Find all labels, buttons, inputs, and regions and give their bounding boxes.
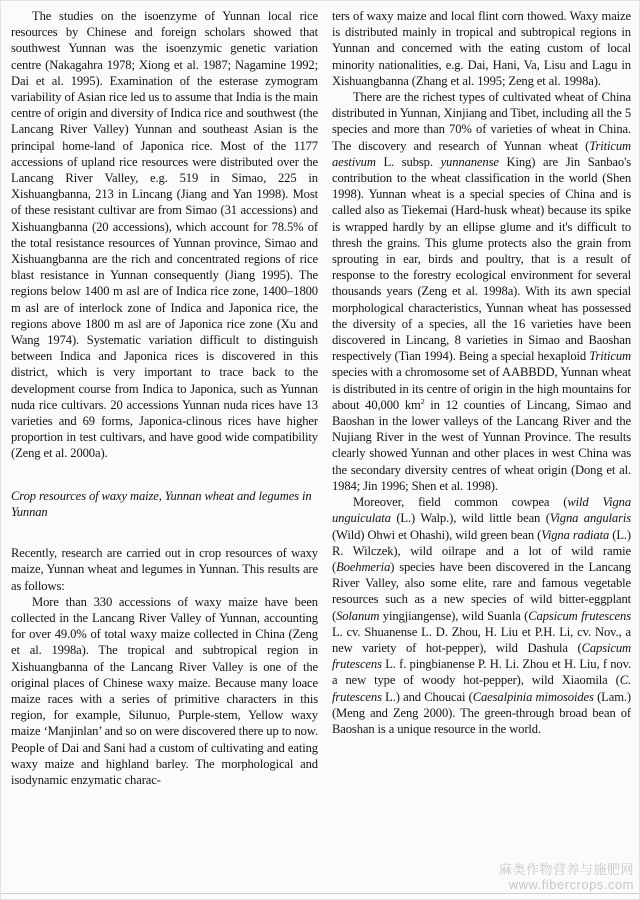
paragraph-recent-research-intro: Recently, research are carried out in crop resources of waxy maize, Yunnan wheat and legumes in Yunnan. This results are as follows: xyxy=(11,546,318,593)
left-column xyxy=(11,8,318,788)
watermark-site-url: www.fibercrops.com xyxy=(508,876,634,892)
watermark-site-name: 麻类作物营养与施肥网 xyxy=(498,862,634,877)
paragraph-yunnan-wheat: There are the richest types of cultivated wheat of China distributed in Yunnan, Xinjiang and Tibet, including all the 5 species and more than 70% of varieties of wheat in China. The discovery and research of Yunnan wheat (Triticum aestivum L. subsp. yunnanense King) are Jin Sanbao's contribution to the wheat classification in the world (Shen 1998). Yunnan wheat is a special species of China and is called also as Tiekemai (Hard-husk wheat) because its spike is wrapped hardly by an ellipse glume and it's difficult to thresh the grains. This glume protects also the grain from sprouting in ear, birds and poultry, that is a result of response to the forestry ecological environment for several thousands years (Zeng et al. 1998a). With its awn special morphological characteristics, Yunnan wheat has possessed the diversity of a species, all the 16 varieties have been discovered in Lincang, 8 varieties in Simao and Baoshan respectively (Tian 1994). Being a special hexaploid Triticum species with a chromosome set of AABBDD, Yunnan wheat is distributed in its centre of origin in the high mountains for about 40,000 $km^2$ in 12 counties of Lincang, Simao and Baoshan in the lower valleys of the Lancang River and the Nujiang River in the west of Yunnan Province. The results clearly showed Yunnan and other places in west China was the secondary diversity centres of wheat origin (Dong et al. 1984; Jin 1996; Shen et al. 1998). xyxy=(331,90,631,493)
scan-artifact-line xyxy=(1,893,639,894)
paragraph-waxy-maize-continued: ters of waxy maize and local flint corn thowed. Waxy maize is distributed mainly in tropical and subtropical regions in Yunnan and concerned with the eating custom of local minority nationalities, e.g. Dai, Hani, Va, Lisu and Lagu in Xishuangbanna (Zhang et al. 1995; Zeng et al. 1998a). xyxy=(331,9,631,88)
section-heading-crop-resources: Crop resources of waxy maize, Yunnan wheat and legumes in Yunnan xyxy=(11,488,312,519)
watermark xyxy=(499,863,634,892)
paragraph-rice-isoenzyme: The studies on the isoenzyme of Yunnan local rice resources by Chinese and foreign scholars showed that southwest Yunnan was the isoenzymic genetic variation centre (Nakagahra 1978; Xiong et al. 1987; Nagamine 1992; Dai et al. 1995). Examination of the esterase zymogram variability of Asian rice led us to assume that India is the main centre of origin and diversity of Indica rice and southwest (the Lancang River Valley) Yunnan and southeast Asian is the principal home-land of Japonica rice. Most of the 1177 accessions of upland rice resources were distributed over the Lancang River Valley, e.g. 519 in Simao, 225 in Xishuangbanna, 213 in Lincang (Jiang and Yan 1998). Most of these resistant cultivar are from Simao (31 accessions) and Xishuangbanna (20 accessions), which account for 78.5% of the total resistance resources of Yunnan province, Simao and Xishuangbanna are the rich and concentrated regions of rice blast resistance in Yunnan consequently (Jiang 1995). The regions below 1400 m asl are of Indica rice zone, 1400–1800 m asl are of interlock zone of Indica and Japonica rice, the regions above 1800 m asl are of Japonica rice zone (Xu and Wang 1974). Systematic variation difficult to distinguish between Indica and Japonica rices is discovered in this district, which is very important to trace back to the development course from Indica to Japonica, such as Yunnan nuda rice cultivars. 20 accessions Yunnan nuda rices have 13 varieties and 69 forms, Japonica-clinous rices have higher proportion in test cultivars, and have good wide compatibility (Zeng et al. 2000a). xyxy=(11,9,318,461)
paragraph-wild-legumes: Moreover, field common cowpea (wild Vigna unguiculata (L.) Walp.), wild little bean (Vigna angularis (Wild) Ohwi et Ohashi), wild green bean (Vigna radiata (L.) R. Wilczek), wild oilrape and a lot of wild ramie (Boehmeria) species have been discovered in the Lancang River Valley, also some elite, rare and famous vegetable resources such as a new species of wild bitter-eggplant (Solanum yingjiangense), wild Suanla (Capsicum frutescens L. cv. Shuanense L. D. Zhou, H. Liu et P.H. Li, cv. Nov., a new variety of hot-pepper), wild Dashula (Capsicum frutescens L. f. pingbianense P. H. Li. Zhou et H. Liu, f nov. a new type of woody hot-pepper), wild Xiaomila (C. frutescens L.) and Choucai (Caesalpinia mimosoides (Lam.) (Meng and Zeng 2000). The green-through broad bean of Baoshan is a unique resource in the world. xyxy=(331,495,632,736)
two-column-text-block xyxy=(1,1,639,788)
paragraph-waxy-maize-accessions: More than 330 accessions of waxy maize have been collected in the Lancang River Valley of Yunnan, accounting for over 49.0% of total waxy maize collected in China (Zeng et al. 1998a). The tropical and subtropical region in Xishuangbanna of the Lancang River Valley is one of the original places of Chinese waxy maize. Because many loace maize races with a series of primitive characters in this region, for example, Silunuo, Purple-stem, Yellow waxy maize ‘Manjinlan’ and so on were discovered there up to now. People of Dai and Sani had a custom of cultivating and eating waxy maize and highland barley. The morphological and isodynamic enzymatic charac- xyxy=(11,594,318,787)
right-column xyxy=(332,8,631,788)
